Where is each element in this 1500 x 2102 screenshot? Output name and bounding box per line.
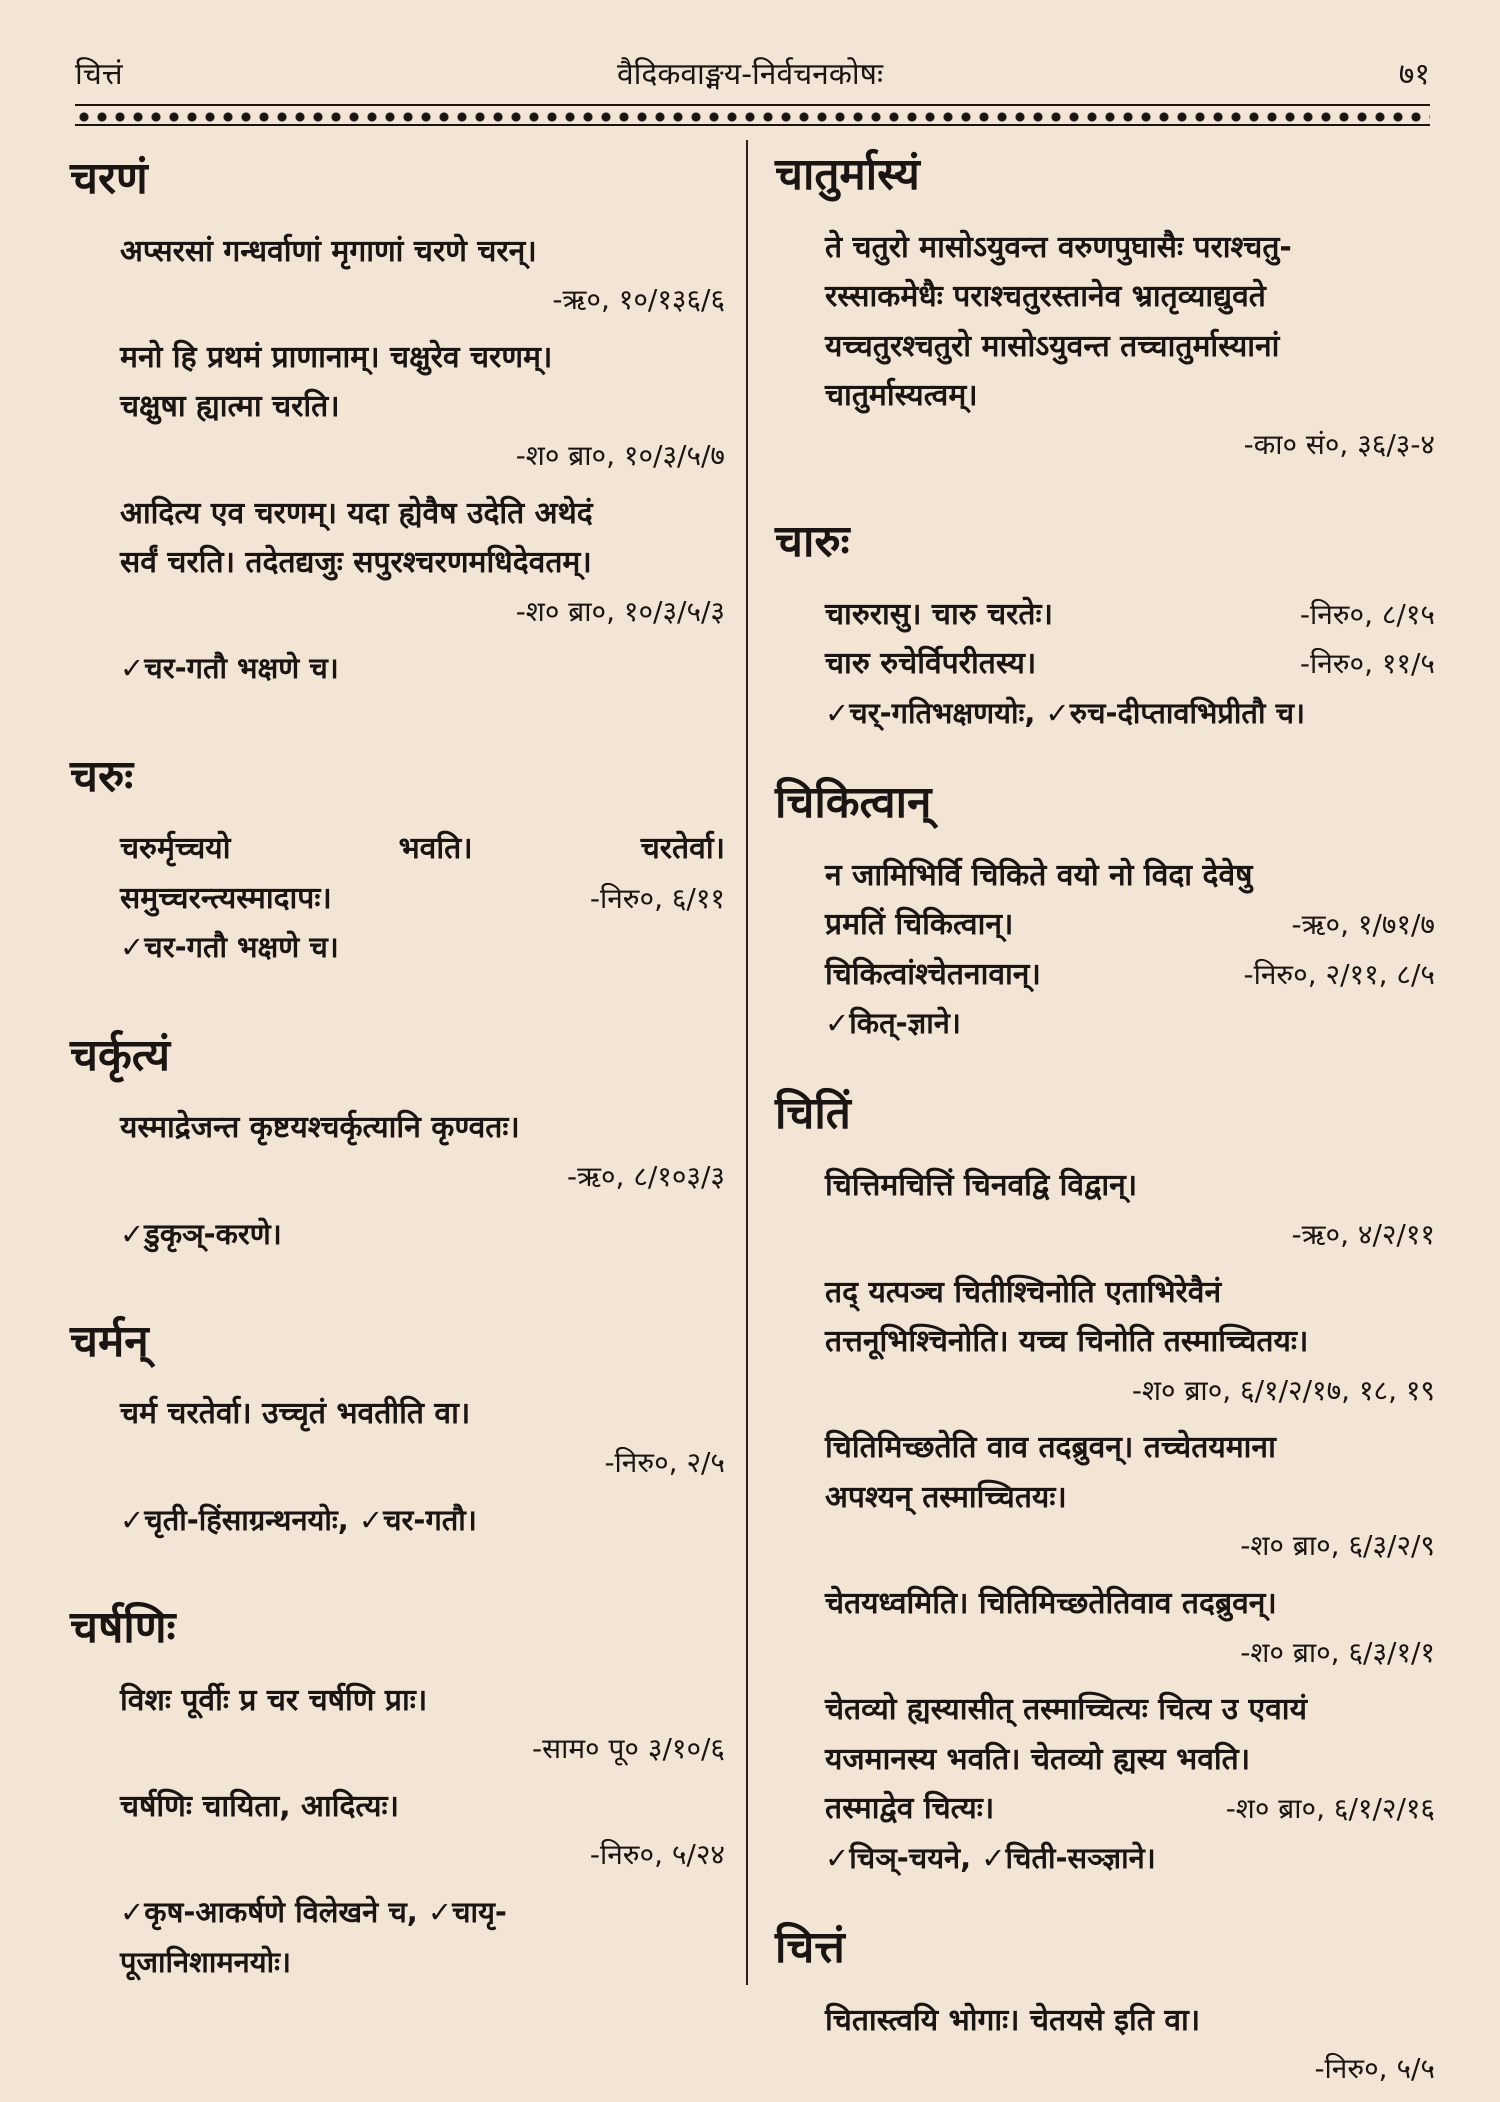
citation-word: चरतेर्वा। [640, 831, 725, 867]
citation-text: चर्म चरतेर्वा। उच्चृतं भवतीति वा। [120, 1396, 471, 1432]
entry-term: चातुर्मास्यं [775, 149, 920, 200]
citation-row [825, 950, 1435, 1000]
entry-term: चितिं [775, 1087, 851, 1139]
root-note: ✓चर-गतौ भक्षणे च। [120, 651, 339, 686]
citation-text: विशः पूर्वीः प्र चर चर्षणि प्राः। [120, 1682, 428, 1718]
entry-caturmasya [775, 150, 1435, 467]
entry-charanam [70, 154, 725, 694]
citation-ref: -निरु०, ६/११ [589, 881, 725, 915]
citation-ref: -श० ब्रा०, ६/१/२/१७, १८, १९ [1131, 1373, 1435, 1407]
citation-text: रस्साकमेधैः पराश्चतुरस्तानेव भ्रातृव्याद्युवते [825, 279, 1266, 315]
entry-cikitvan [775, 778, 1435, 1048]
citation-ref: -निरु०, ५/२४ [589, 1838, 725, 1872]
entry-caru [70, 752, 725, 973]
citation-text: चारुरासु। चारु चरतेः। [825, 596, 1053, 632]
citation-ref: -निरु०, ८/१५ [1299, 597, 1435, 631]
citation-word: चरुर्मृच्चयो [120, 831, 231, 867]
citation-text: मनो हि प्रथमं प्राणानाम्। चक्षुरेव चरणम्। [120, 339, 553, 375]
citation-row [120, 874, 725, 924]
citation-line [120, 824, 725, 874]
citation-text: यच्चतुरश्चतुरो मासोऽयुवन्त तच्चातुर्मास्यानां [825, 328, 1280, 364]
citation-ref: -श० ब्रा०, ६/३/१/१ [1240, 1635, 1435, 1669]
root-note: ✓चर्-गतिभक्षणयोः, ✓रुच-दीप्तावभिप्रीतौ च। [825, 695, 1305, 730]
citation-text: चक्षुषा ह्यात्मा चरति। [120, 389, 340, 425]
citation-text: चितास्त्वयि भोगाः। चेतयसे इति वा। [825, 2002, 1201, 2038]
left-column [70, 140, 725, 1987]
citation-text: चित्तिमचित्तिं चिनवद्वि विद्वान्। [825, 1168, 1138, 1204]
entry-citim [775, 1089, 1435, 1884]
citation-text: सर्वं चरति। तदेतद्यजुः सपुरश्चरणमधिदेवतम्। [120, 545, 592, 581]
entry-term: चरणं [70, 153, 148, 204]
citation-text: तत्तनूभिश्चिनोति। यच्च चिनोति तस्माच्चितयः। [825, 1324, 1309, 1360]
citation-text: प्रमतिं चिकित्वान्। [825, 907, 1014, 943]
citation-ref: -निरु०, २/५ [604, 1445, 725, 1479]
citation-ref: -ऋ०, ८/१०३/३ [566, 1159, 725, 1193]
citation-row [825, 590, 1435, 640]
entry-term: चर्षणिः [70, 1602, 176, 1654]
running-head-left: चित्तं [75, 57, 123, 92]
page-number: ७१ [1398, 57, 1430, 92]
citation-ref: -श० ब्रा०, ६/३/२/९ [1240, 1529, 1435, 1563]
citation-ref: -ऋ०, १०/१३६/६ [552, 283, 725, 317]
citation-text: चेतयध्वमिति। चितिमिच्छतेतिवाव तदब्रुवन्। [825, 1586, 1277, 1622]
citation-text: आदित्य एव चरणम्। यदा ह्येवैष उदेति अथेदं [120, 495, 593, 531]
citation-text: यस्माद्रेजन्त कृष्टयश्चर्कृत्यानि कृण्वतः। [120, 1110, 520, 1146]
citation-text: तस्माद्वेव चित्यः। [825, 1791, 995, 1827]
page-header [0, 0, 1500, 120]
entry-carkrtya [70, 1031, 725, 1259]
entry-term: चारुः [775, 516, 850, 568]
entry-term: चिकित्वान् [775, 777, 932, 829]
root-note: ✓चिञ्-चयने, ✓चिती-सञ्ज्ञाने। [825, 1840, 1156, 1875]
root-note: ✓डुकृञ्-करणे। [120, 1216, 282, 1251]
citation-row [825, 900, 1435, 950]
column-divider [746, 140, 748, 1985]
ornamental-rule [75, 104, 1430, 126]
entry-caru2 [775, 517, 1435, 738]
entry-carman [70, 1317, 725, 1545]
citation-row [825, 639, 1435, 689]
citation-text: चारु रुचेर्विपरीतस्य। [825, 646, 1037, 682]
citation-text: न जामिभिर्वि चिकिते वयो नो विदा देवेषु [825, 857, 1253, 893]
right-column [775, 140, 1435, 2102]
citation-text: चेतव्यो ह्यस्यासीत् तस्माच्चित्यः चित्य उ एवायं [825, 1692, 1307, 1728]
entry-carshani [70, 1603, 725, 1987]
root-note: पूजानिशामनयोः। [120, 1944, 291, 1979]
citation-text: चितिमिच्छतेति वाव तदब्रुवन्। तच्चेतयमाना [825, 1430, 1276, 1466]
citation-text: चातुर्मास्यत्वम्। [825, 378, 978, 414]
citation-ref: -श० ब्रा०, ६/१/२/१६ [1225, 1792, 1435, 1826]
entry-term: चित्तं [775, 1922, 845, 1974]
citation-ref: -निरु०, ११/५ [1299, 647, 1435, 681]
citation-ref: -ऋ०, १/७१/७ [1291, 908, 1435, 942]
citation-ref: -श० ब्रा०, १०/३/५/३ [515, 594, 725, 628]
citation-ref: -श० ब्रा०, १०/३/५/७ [515, 438, 725, 472]
citation-text: ते चतुरो मासोऽयुवन्त वरुणपुघासैः पराश्चतु- [825, 229, 1292, 265]
citation-ref: -निरु०, ५/५ [1314, 2052, 1435, 2086]
root-note: ✓चर-गतौ भक्षणे च। [120, 930, 339, 965]
citation-text: चर्षणिः चायिता, आदित्यः। [120, 1788, 399, 1824]
citation-text: यजमानस्य भवति। चेतव्यो ह्यस्य भवति। [825, 1741, 1251, 1777]
citation-ref: -ऋ०, ४/२/११ [1291, 1217, 1435, 1251]
citation-row [825, 1784, 1435, 1834]
citation-text: अप्सरसां गन्धर्वाणां मृगाणां चरणे चरन्। [120, 233, 537, 269]
citation-text: चिकित्वांश्चेतनावान्। [825, 956, 1041, 992]
root-note: ✓कृष-आकर्षणे विलेखने च, ✓चायृ- [120, 1895, 507, 1930]
citation-text: तद् यत्पञ्च चितीश्चिनोति एताभिरेवैनं [825, 1274, 1222, 1310]
citation-ref: -का० सं०, ३६/३-४ [1243, 427, 1435, 461]
root-note: ✓चृती-हिंसाग्रन्थनयोः, ✓चर-गतौ। [120, 1502, 477, 1537]
citation-ref: -साम० पू० ३/१०/६ [532, 1732, 725, 1766]
entry-term: चर्कृत्यं [70, 1029, 171, 1081]
citation-text: समुच्चरन्त्यस्मादापः। [120, 880, 332, 916]
citation-word: भवति। [398, 831, 473, 867]
root-note: ✓कित्-ज्ञाने। [825, 1006, 961, 1041]
running-head-title: वैदिकवाङ्मय-निर्वचनकोषः [616, 57, 884, 92]
citation-ref: -निरु०, २/११, ८/५ [1243, 957, 1435, 991]
entry-term: चर्मन् [70, 1315, 149, 1367]
citation-text: अपश्यन् तस्माच्चितयः। [825, 1479, 1067, 1515]
entry-cittam [775, 1923, 1435, 2092]
entry-term: चरुः [70, 750, 134, 802]
